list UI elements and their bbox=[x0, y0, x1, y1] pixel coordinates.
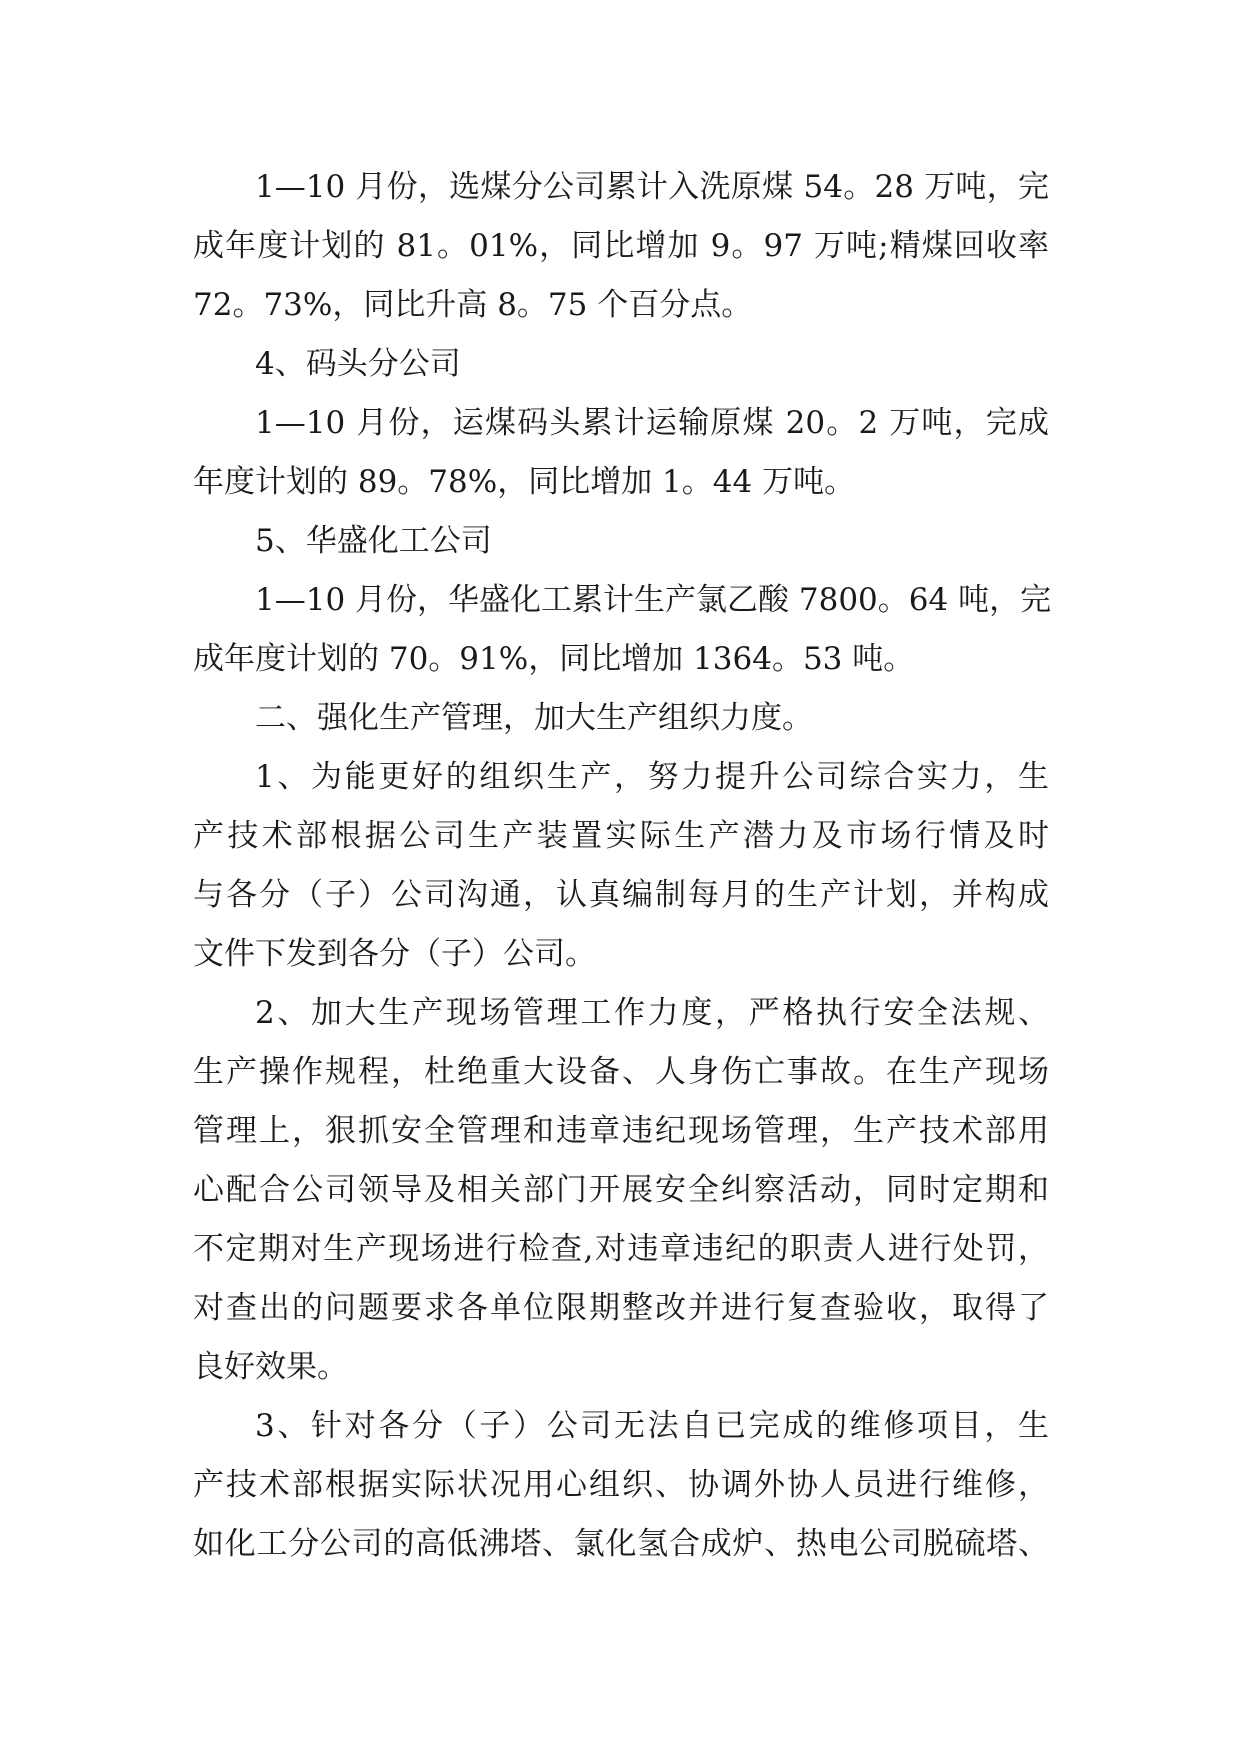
text-line: 72。73%，同比升高 8。75 个百分点。 bbox=[193, 287, 753, 323]
text-line: 良好效果。 bbox=[193, 1349, 348, 1385]
text-line: 产技术部根据公司生产装置实际生产潜力及市场行情及时 bbox=[193, 818, 1049, 854]
text-line: 1、为能更好的组织生产，努力提升公司综合实力，生 bbox=[255, 759, 1049, 795]
text-line: 如化工分公司的高低沸塔、氯化氢合成炉、热电公司脱硫塔、 bbox=[193, 1526, 1049, 1562]
text-line: 3、针对各分（子）公司无法自已完成的维修项目，生 bbox=[255, 1408, 1049, 1444]
document-body bbox=[193, 158, 1052, 1574]
text-line: 与各分（子）公司沟通，认真编制每月的生产计划，并构成 bbox=[193, 877, 1049, 913]
text-line: 1—10 月份，运煤码头累计运输原煤 20。2 万吨，完成 bbox=[255, 405, 1049, 441]
text-line: 产技术部根据实际状况用心组织、协调外协人员进行维修， bbox=[193, 1467, 1049, 1503]
text-line: 文件下发到各分（子）公司。 bbox=[193, 936, 596, 972]
text-line: 成年度计划的 70。91%，同比增加 1364。53 吨。 bbox=[193, 641, 915, 677]
text-line: 生产操作规程，杜绝重大设备、人身伤亡事故。在生产现场 bbox=[193, 1054, 1049, 1090]
text-line: 二、强化生产管理，加大生产组织力度。 bbox=[255, 700, 813, 736]
text-line: 4、码头分公司 bbox=[255, 346, 461, 382]
text-line: 心配合公司领导及相关部门开展安全纠察活动，同时定期和 bbox=[193, 1172, 1049, 1208]
text-line: 1—10 月份，选煤分公司累计入洗原煤 54。28 万吨，完 bbox=[255, 169, 1049, 205]
text-line: 成年度计划的 81。01%，同比增加 9。97 万吨;精煤回收率 bbox=[193, 228, 1049, 264]
text-line: 年度计划的 89。78%，同比增加 1。44 万吨。 bbox=[193, 464, 856, 500]
text-line: 5、华盛化工公司 bbox=[255, 523, 492, 559]
text-line: 2、加大生产现场管理工作力度，严格执行安全法规、 bbox=[255, 995, 1049, 1031]
text-line: 1—10 月份，华盛化工累计生产氯乙酸 7800。64 吨，完 bbox=[255, 582, 1052, 618]
text-line: 管理上，狠抓安全管理和违章违纪现场管理，生产技术部用 bbox=[193, 1113, 1049, 1149]
text-line: 对查出的问题要求各单位限期整改并进行复查验收，取得了 bbox=[193, 1290, 1049, 1326]
text-line: 不定期对生产现场进行检查,对违章违纪的职责人进行处罚， bbox=[193, 1231, 1049, 1267]
